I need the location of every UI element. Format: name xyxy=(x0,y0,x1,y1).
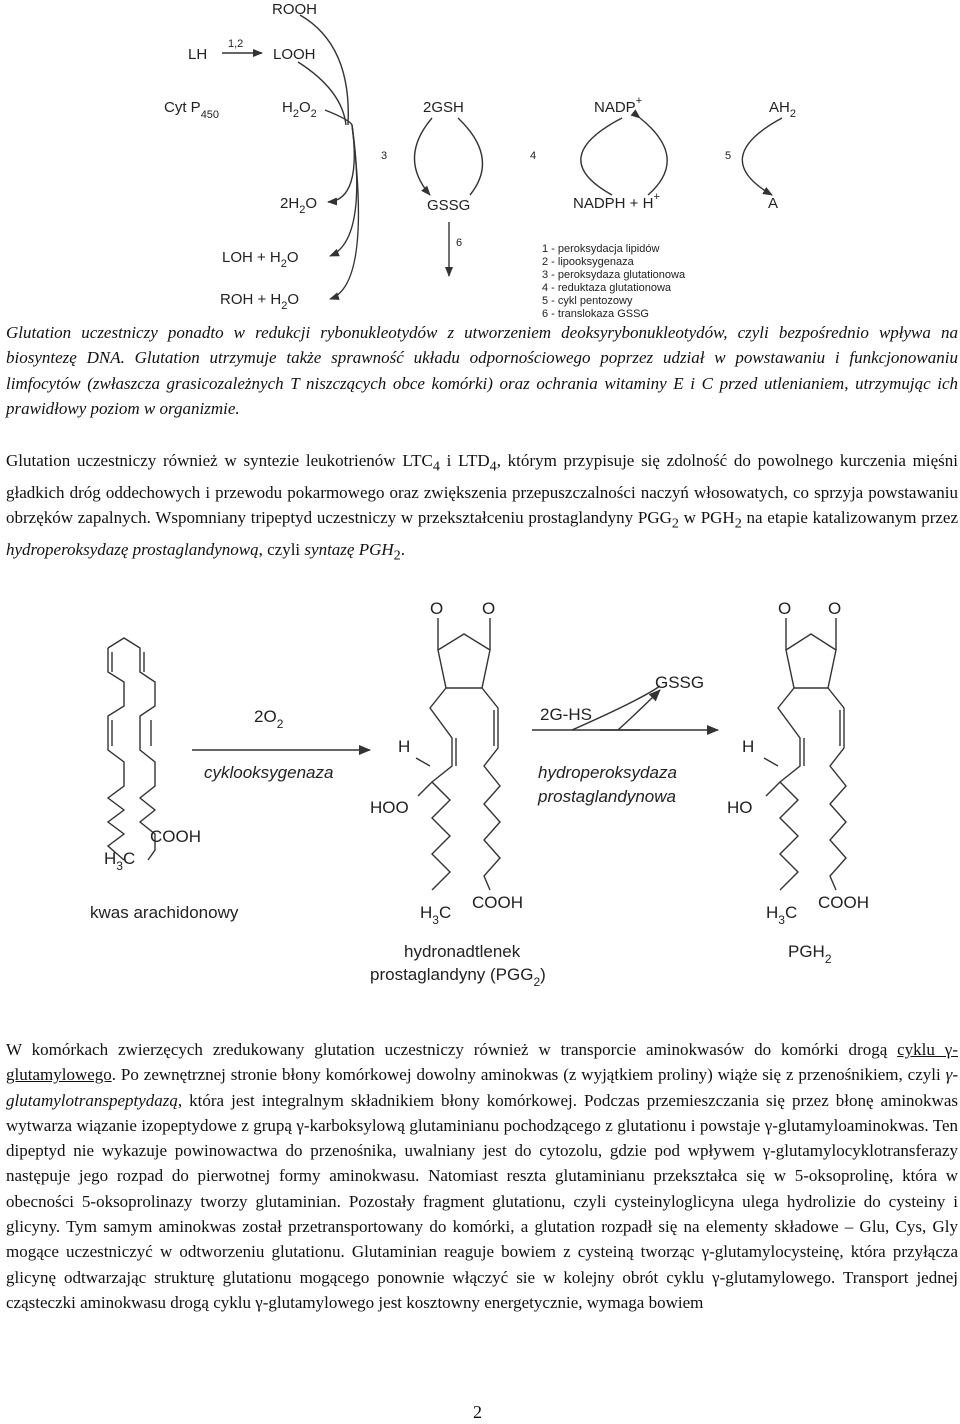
pgg2-h3c-label: $H_3C$ xyxy=(420,903,452,927)
legend-item: 6 - translokaza GSSG xyxy=(542,308,649,320)
ah2-label: $AH_2$ xyxy=(769,99,796,120)
to-2h2o-arrow xyxy=(328,125,354,202)
pgh2-o-right: O xyxy=(828,599,842,618)
gamma-glutamyl-cycle-link[interactable]: cyklu γ-glutamylowego xyxy=(6,1040,958,1085)
2gsh-label: 2GSH xyxy=(423,99,464,116)
cyt-p450-label: Cyt $P_{450}$ xyxy=(164,99,220,121)
pgh2-structure xyxy=(764,618,846,890)
pgh2-ho-label: HO xyxy=(727,798,753,817)
pgg2-h-label: H xyxy=(398,737,411,756)
step-5-label: 5 xyxy=(725,150,732,162)
legend-item: 5 - cykl pentozowy xyxy=(542,295,633,307)
arachidonic-acid-structure xyxy=(108,638,155,860)
rooh-label: ROOH xyxy=(272,1,317,18)
pgh2-name: $PGH_2$ xyxy=(788,942,832,966)
hydroperoxidase-label-2: prostaglandynowa xyxy=(538,787,676,806)
ah2-to-a-arrow xyxy=(742,118,782,195)
legend-item: 2 - lipooksygenaza xyxy=(542,256,634,268)
pgg2-o-right: O xyxy=(482,599,496,618)
gssg-label: GSSG xyxy=(427,197,471,214)
paragraph-leukotrienes: Glutation uczestniczy również w syntezie leukotrienów $LTC_4$ i $LTD_4$, którym przypisuje się zdolność do powolnego kurczenia mięśni gładkich dróg oddechowych i przewodu pokarmowego oraz zwiększenia przepuszczalności naczyń włosowatych, co sprzyja powstawaniu obrzęków zapalnych. Wspomniany tripeptyd uczestniczy w przekształceniu prostaglandyny $PGG_2$ w $PGH_2$ na etapie katalizowanym przez hydroperoksydazę prostaglandynową, czyli syntazę $PGH_2$. xyxy=(6,451,958,564)
gssg-scheme-label: GSSG xyxy=(655,673,705,692)
aa-h3c-label: $H_3C$ xyxy=(104,849,136,873)
to-loh-arrow xyxy=(330,125,357,256)
paragraph-gamma-glutamyl-cycle: W komórkach zwierzęcych zredukowany glutation uczestniczy również w transporcie aminokwasów do komórki drogą cyklu γ-glutamylowego. Po zewnętrznej stronie błony komórkowej dowolny aminokwas (z wyjątkiem proliny) wiąże się z przenośnikiem, czyli γ-glutamylotranspeptydazą, która jest integralnym składnikiem błony komórkowej. Podczas przemieszczania się przez błonę aminokwas wytwarza wiązanie izopeptydowe z grupą γ-karboksylową glutaminianu pochodzącego z glutationu i powstaje γ-glutamyloaminokwas. Ten dipeptyd nie wykazuje powinowactwa do przenośnika, uwalniany jest do cytozolu, gdzie pod wpływem γ-glutamylocyklotransferazy następuje jego rozpad do pierwotnej formy aminokwasu. Natomiast reszta glutaminianu przekształca się w 5-oksoprolinę, która w obecności 5-oksoprolinazy tworzy glutaminian. Pozostały fragment glutationu, czyli cysteinyloglicyna ulega hydrolizie do cysteiny i glicyny. Tym samym aminokwas został przetransportowany do komórki, a glutation rozpadł się na elementy składowe – Glu, Cys, Gly mogące uczestniczyć w odtworzeniu glutationu. Glutaminian reaguje bowiem z cysteiną tworząc γ-glutamylocysteinę, która przyłącza glicynę odtwarzając strukturę glutationu mogącego ponownie włączyć sie w kolejny obrót cyklu γ-glutamylowego. Transport jednej cząsteczki aminokwasu drogą cyklu γ-glutamylowego jest kosztowny energetycznie, wymaga bowiem xyxy=(6,1040,958,1312)
step-3-label: 3 xyxy=(381,150,388,162)
2g-hs-label: 2G-HS xyxy=(540,705,592,724)
looh-label: LOOH xyxy=(273,46,316,63)
nadph-curve xyxy=(581,118,622,195)
pgg2-name-2: prostaglandyny $(PGG_2)$ xyxy=(370,965,546,989)
loh-h2o-label: LOH + $H_2O$ xyxy=(222,249,299,270)
pgh2-h-label: H xyxy=(742,737,755,756)
pgh2-h3c-label: $H_3C$ xyxy=(766,903,798,927)
arachidonic-acid-label: kwas arachidonowy xyxy=(90,903,239,922)
legend-item: 1 - peroksydacja lipidów xyxy=(542,243,660,255)
pgg2-name-1: hydronadtlenek xyxy=(404,942,521,961)
pgh2-o-left: O xyxy=(778,599,792,618)
page-number: 2 xyxy=(473,1402,482,1422)
pgg2-o-left: O xyxy=(430,599,444,618)
step-12-label: 1,2 xyxy=(228,38,244,50)
step-6-label: 6 xyxy=(456,237,463,249)
cyclooxygenase-label: cyklooksygenaza xyxy=(204,763,334,782)
glutathione-pathway-diagram xyxy=(0,0,960,330)
paragraph-immunity: Glutation uczestniczy ponadto w redukcji rybonukleotydów z utworzeniem deoksyrybonukleotydów, czyli bezpośrednio wpływa na biosyntezę DNA. Glutation utrzymuje także sprawność układu odpornościowego poprzez udział w powstawaniu i funkcjonowaniu limfocytów (zwłaszcza grasicozależnych T niszczących obce komórki) oraz ochrania witaminy E i C przed utlenianiem, utrzymując ich prawidłowy poziom w organizmie. xyxy=(6,323,958,418)
nadp-label: NADP+ xyxy=(594,95,643,116)
gssg-to-gsh-arc xyxy=(458,118,483,195)
lh-label: LH xyxy=(188,46,208,63)
aa-cooh-label: COOH xyxy=(150,827,201,846)
nadp-curve xyxy=(640,118,667,195)
pgh2-cooh-label: COOH xyxy=(818,893,869,912)
2h2o-label: $2H_2O$ xyxy=(280,195,317,216)
legend-item: 3 - peroksydaza glutationowa xyxy=(542,269,686,281)
pgg2-hoo-label: HOO xyxy=(370,798,409,817)
prostaglandin-synthesis-scheme xyxy=(0,590,960,1000)
pgg2-structure xyxy=(416,618,500,890)
gsh-to-gssg-arrow xyxy=(414,118,432,195)
step-4-label: 4 xyxy=(530,150,537,162)
o2-label: $2O_2$ xyxy=(254,707,284,731)
pgg2-cooh-label: COOH xyxy=(472,893,523,912)
legend-item: 4 - reduktaza glutationowa xyxy=(542,282,672,294)
h2o2-label: $H_2O_2$ xyxy=(282,99,317,120)
roh-h2o-label: ROH + $H_2O$ xyxy=(220,291,300,312)
nadph-label: NADPH + H+ xyxy=(573,191,660,212)
hydroperoxidase-label-1: hydroperoksydaza xyxy=(538,763,677,782)
a-label: A xyxy=(768,195,779,212)
